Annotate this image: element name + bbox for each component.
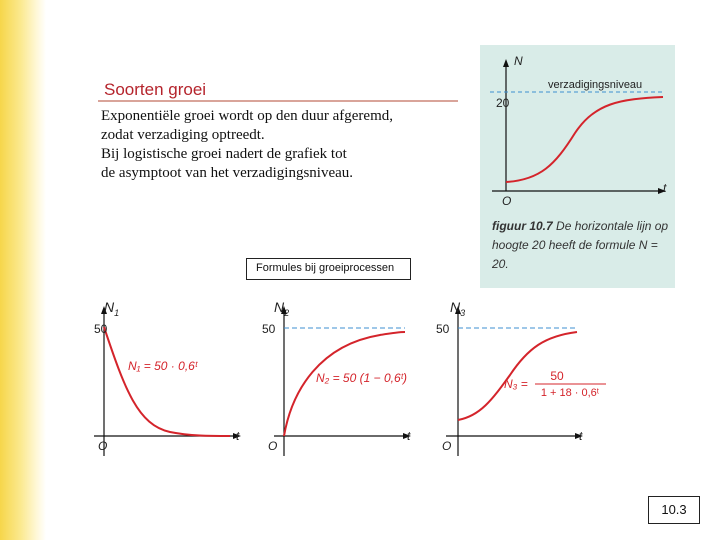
n1-tick-label: 50 xyxy=(94,322,108,336)
figure-caption-lead: figuur 10.7 xyxy=(492,219,553,233)
graph-n2 xyxy=(262,299,411,456)
title-underline xyxy=(98,100,458,102)
figure-caption xyxy=(492,217,672,274)
n3-origin-label: O xyxy=(442,439,452,453)
n1-formula: N₁ = 50 · 0,6ᵗ xyxy=(128,359,198,373)
body-line: zodat verzadiging optreedt. xyxy=(101,127,265,143)
n3-tick-label: 50 xyxy=(436,322,450,336)
n1-x-label: t xyxy=(236,429,240,443)
n2-formula: N₂ = 50 (1 − 0,6ᵗ) xyxy=(316,371,407,385)
n2-tick-label: 50 xyxy=(262,322,276,336)
n3-formula-denominator: 1 + 18 · 0,6ᵗ xyxy=(540,387,600,399)
slide-title: Soorten groei xyxy=(104,80,207,99)
n3-formula-lhs: N₃ = xyxy=(504,377,528,391)
figure-x-label: t xyxy=(663,181,667,195)
graph-n1 xyxy=(94,299,241,456)
figure-level-label: verzadigingsniveau xyxy=(548,79,643,91)
figure-caption-text: De horizontale lijn op hoogte 20 heeft de formule N = 20. xyxy=(492,219,669,271)
growth-graphs xyxy=(80,290,620,465)
n3-y-label: $N_3$ xyxy=(450,299,466,318)
n1-origin-label: O xyxy=(98,439,108,453)
figure-graph xyxy=(480,45,675,215)
figure-10-7 xyxy=(480,45,675,288)
figure-origin-label: O xyxy=(502,194,512,208)
n1-y-label: $N_1$ xyxy=(104,299,120,318)
figure-y-arrow xyxy=(503,59,509,67)
n2-x-label: t xyxy=(407,429,411,443)
n2-origin-label: O xyxy=(268,439,278,453)
page-number: 10.3 xyxy=(648,496,700,524)
graph-n3 xyxy=(436,299,606,456)
left-decor-stripe xyxy=(0,0,46,540)
n3-x-label: t xyxy=(579,429,583,443)
formules-label: Formules bij groeiprocessen xyxy=(246,258,411,280)
body-text xyxy=(101,107,451,183)
n3-formula-numerator: 50 xyxy=(550,369,564,383)
body-line: Exponentiële groei wordt op den duur afgeremd, xyxy=(101,108,393,124)
body-line: de asymptoot van het verzadigingsniveau. xyxy=(101,165,354,181)
figure-y-label: N xyxy=(514,54,523,68)
n1-curve xyxy=(104,327,230,436)
body-line: Bij logistische groei nadert de grafiek tot xyxy=(101,146,347,162)
n2-y-label: $N_2$ xyxy=(274,299,290,318)
figure-level-value: 20 xyxy=(496,96,510,110)
figure-logistic-curve xyxy=(506,97,663,182)
